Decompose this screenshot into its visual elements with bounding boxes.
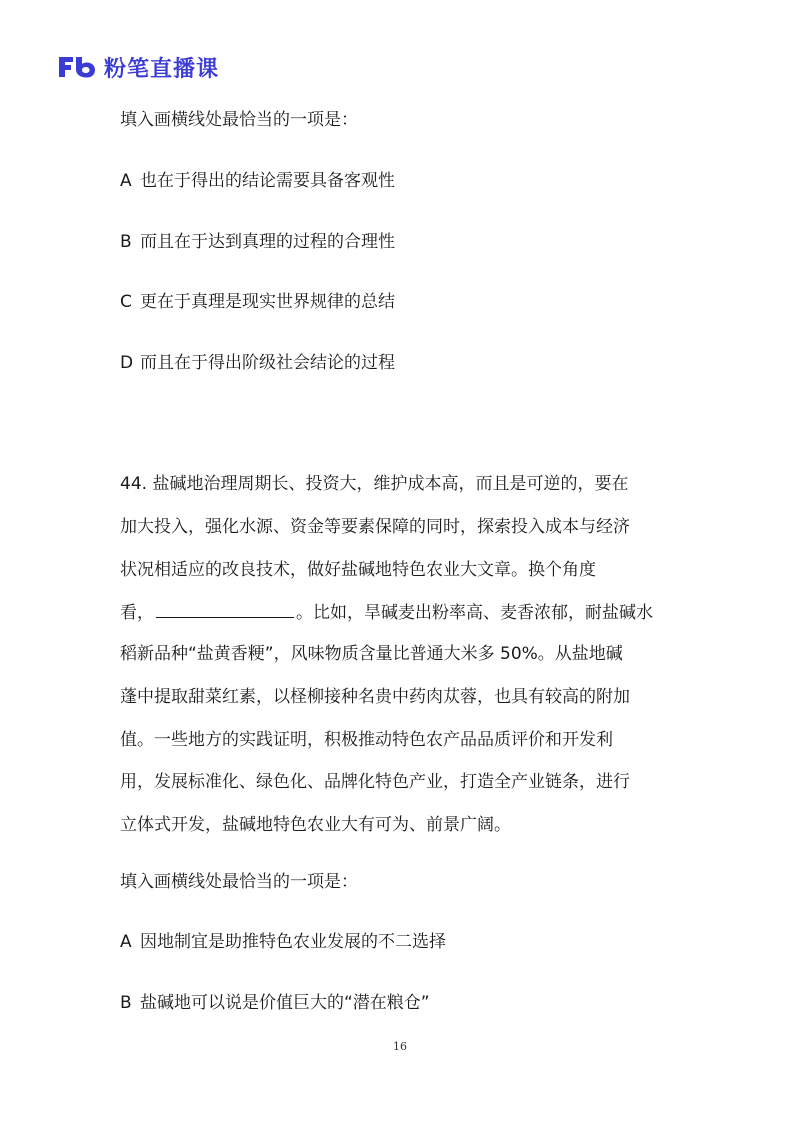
q44-passage-line: 加大投入，强化水源、资金等要素保障的同时，探索投入成本与经济	[120, 517, 630, 537]
q43-option-d	[120, 352, 395, 374]
option-text: 因地制宜是助推特色农业发展的不二选择	[140, 932, 446, 952]
option-text: 而且在于达到真理的过程的合理性	[140, 232, 395, 252]
q44-passage-line: 值。一些地方的实践证明，积极推动特色农产品品质评价和开发利	[120, 730, 613, 750]
q44-prompt: 填入画横线处最恰当的一项是：	[120, 872, 358, 892]
q43-option-b	[120, 231, 395, 253]
page-number: 16	[393, 1040, 407, 1053]
q44-passage-line: 44. 盐碱地治理周期长、投资大，维护成本高，而且是可逆的，要在	[120, 474, 629, 494]
fb-logo-icon	[56, 54, 98, 80]
q44-option-b	[120, 992, 430, 1014]
q43-option-a	[120, 170, 395, 192]
q44-passage-line: 状况相适应的改良技术，做好盐碱地特色农业大文章。换个角度	[120, 560, 596, 580]
option-letter: C	[120, 292, 132, 312]
option-letter: A	[120, 171, 132, 191]
option-text: 盐碱地可以说是价值巨大的“潜在粮仓”	[140, 993, 430, 1013]
q44-passage-line: 蓬中提取甜菜红素，以柽柳接种名贵中药肉苁蓉，也具有较高的附加	[120, 687, 630, 707]
q43-option-c	[120, 291, 395, 313]
q44-passage-blank-line	[120, 601, 653, 624]
q43-prompt: 填入画横线处最恰当的一项是：	[120, 110, 358, 130]
brand-name: 粉笔直播课	[104, 56, 220, 82]
option-letter: B	[120, 993, 132, 1013]
option-letter: B	[120, 232, 132, 252]
option-letter: A	[120, 932, 132, 952]
option-letter: D	[120, 353, 134, 373]
page-header	[56, 52, 219, 82]
option-text: 更在于真理是现实世界规律的总结	[140, 292, 395, 312]
blank-prefix: 看，	[120, 603, 154, 623]
option-text: 也在于得出的结论需要具备客观性	[140, 171, 395, 191]
q44-passage-line: 稻新品种“盐黄香粳”，风味物质含量比普通大米多 50%。从盐地碱	[120, 644, 623, 664]
fill-in-blank	[156, 601, 294, 618]
q44-option-a	[120, 931, 446, 953]
q44-passage-line: 立体式开发，盐碱地特色农业大有可为、前景广阔。	[120, 815, 511, 835]
option-text: 而且在于得出阶级社会结论的过程	[140, 353, 395, 373]
blank-suffix: 。比如，旱碱麦出粉率高、麦香浓郁，耐盐碱水	[296, 603, 653, 623]
q44-passage-line: 用，发展标准化、绿色化、品牌化特色产业，打造全产业链条，进行	[120, 772, 630, 792]
